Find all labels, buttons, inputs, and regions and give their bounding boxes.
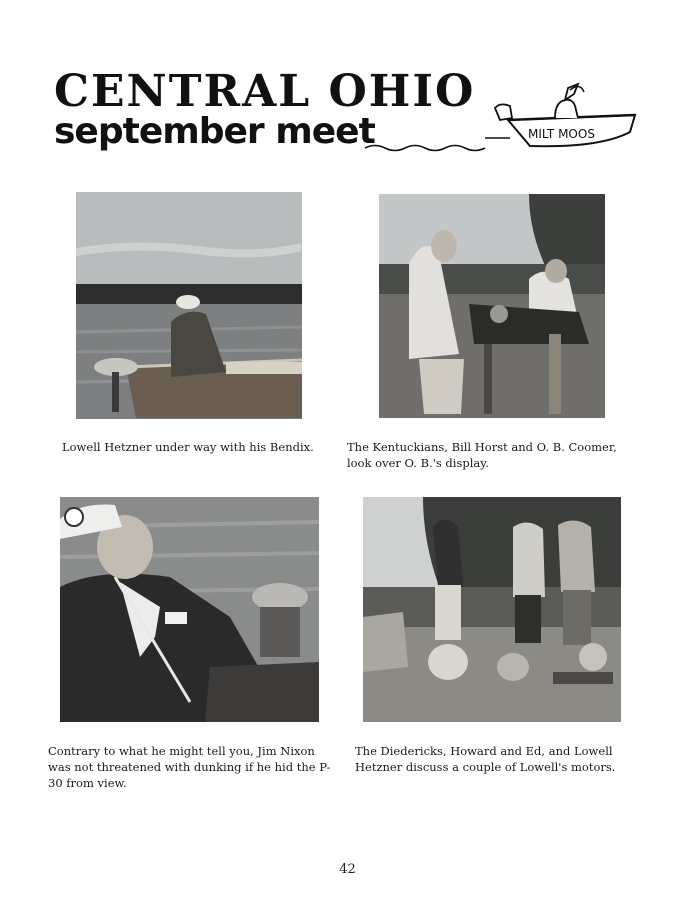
caption-photo-2: The Kentuckians, Bill Horst and O. B. Coomer, look over O. B.'s display.	[347, 440, 617, 470]
title-central-ohio: CENTRAL OHIO	[54, 66, 476, 117]
photo-kentuckians-display	[379, 194, 605, 418]
page-number: 42	[339, 862, 356, 877]
caption-photo-3: Contrary to what he might tell you, Jim Nixon was not threatened with dunking if he hid the P-30 from view.	[48, 744, 331, 790]
caption-photo-4: The Diedericks, Howard and Ed, and Lowell Hetzner discuss a couple of Lowell's motors.	[355, 744, 616, 774]
svg-text:MILT MOOS: MILT MOOS	[528, 127, 595, 141]
photo-jim-nixon	[60, 497, 319, 722]
milt-moos-boat-logo	[360, 80, 640, 159]
photo-hetzner-boat	[76, 192, 302, 419]
photo-diedericks-hetzner	[363, 497, 621, 722]
caption-photo-1: Lowell Hetzner under way with his Bendix.	[62, 440, 314, 454]
title-september-meet: september meet	[54, 111, 375, 152]
